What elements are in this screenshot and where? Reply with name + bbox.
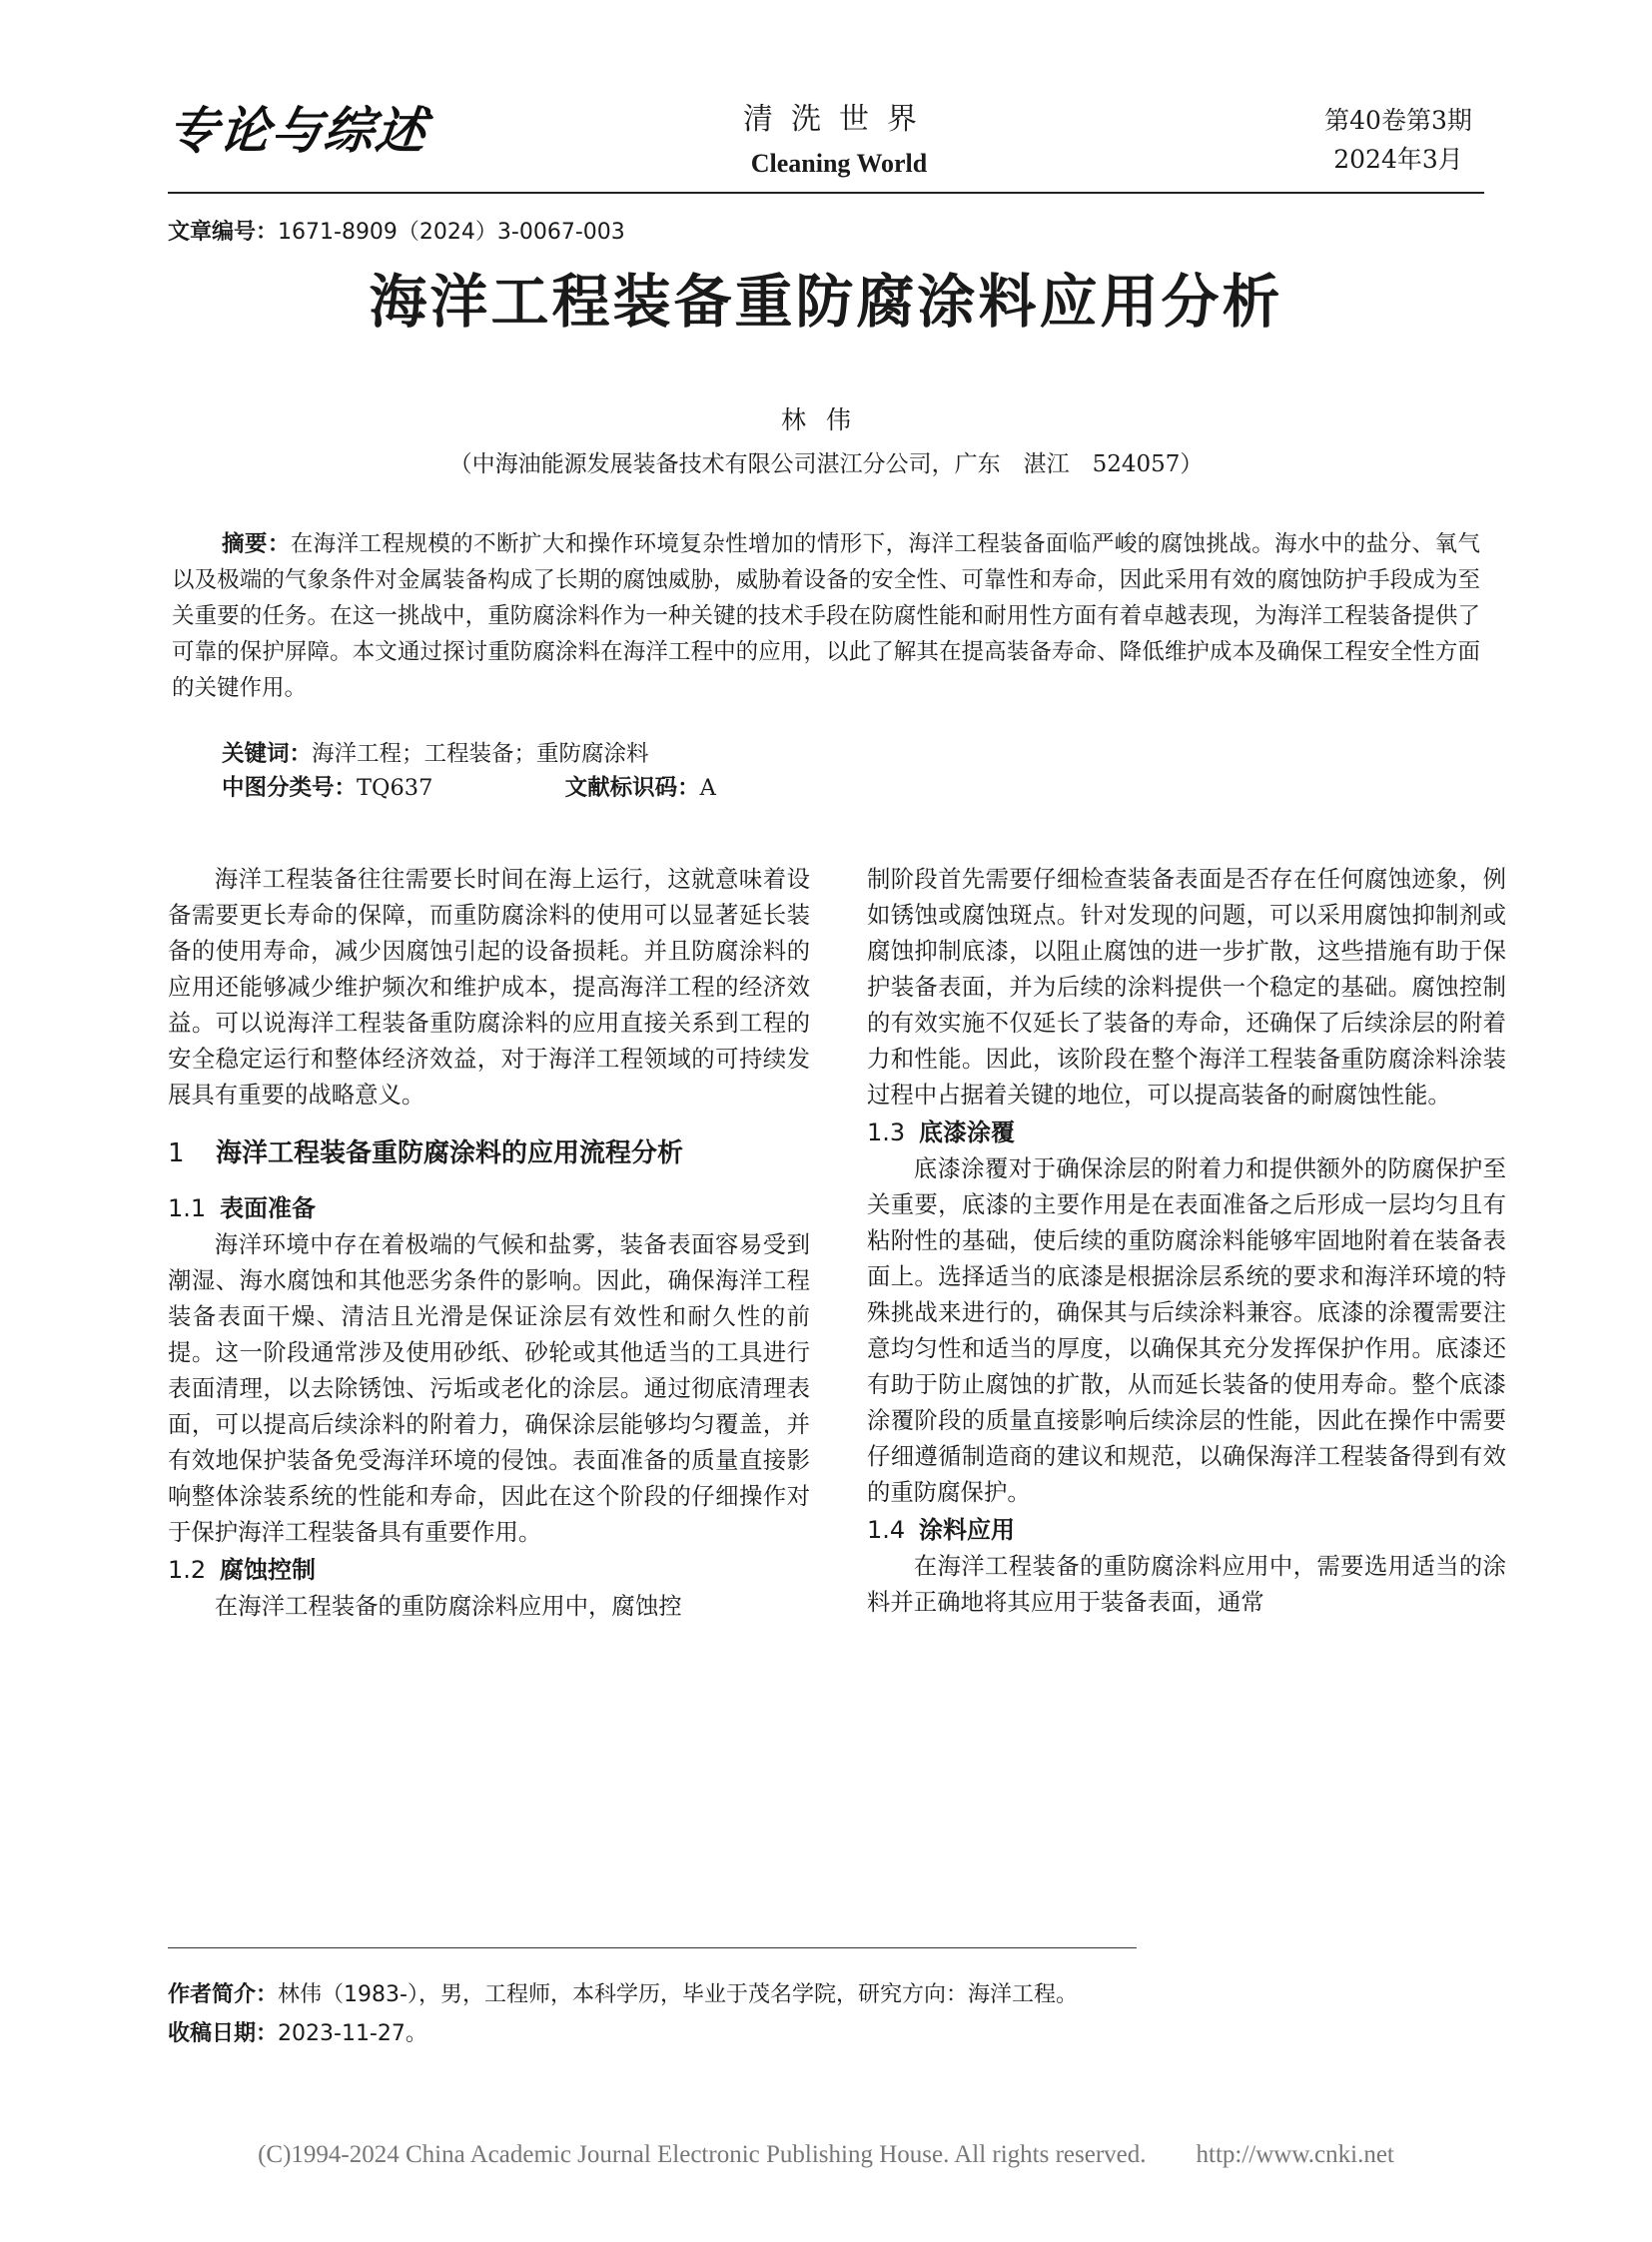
classification bbox=[222, 771, 716, 805]
intro-paragraph: 海洋工程装备往往需要长时间在海上运行，这就意味着设备需要更长寿命的保障，而重防腐涂料的使用可以显著延长装备的使用寿命，减少因腐蚀引起的设备损耗。并且防腐涂料的应用还能够减少维护频次和维护成本，提高海洋工程的经济效益。可以说海洋工程装备重防腐涂料的应用直接关系到工程的安全稳定运行和整体经济效益，对于海洋工程领域的可持续发展具有重要的战略意义。 bbox=[168, 865, 810, 1109]
body-left-column bbox=[168, 861, 810, 1624]
received-date-label: 收稿日期： bbox=[168, 2021, 279, 2046]
section-1-3-title: 底漆涂覆 bbox=[919, 1119, 1015, 1146]
section-1-2-heading bbox=[168, 1552, 810, 1588]
abstract-label: 摘要： bbox=[222, 531, 291, 557]
section-1-heading bbox=[168, 1134, 810, 1172]
section-1-4-paragraph: 在海洋工程装备的重防腐涂料应用中，需要选用适当的涂料并正确地将其应用于装备表面，通常 bbox=[867, 1552, 1506, 1616]
section-1-1-number: 1.1 bbox=[168, 1194, 207, 1222]
article-number bbox=[168, 218, 625, 248]
copyright-notice: (C)1994-2024 China Academic Journal Electronic Publishing House. All rights reserved. http://www.cnki.net bbox=[258, 2141, 1394, 2168]
section-1-2-paragraph-start: 在海洋工程装备的重防腐涂料应用中，腐蚀控 bbox=[214, 1592, 682, 1620]
section-1-3-heading bbox=[867, 1115, 1506, 1150]
author-bio-label: 作者简介： bbox=[168, 1982, 279, 2007]
section-1-1-title: 表面准备 bbox=[220, 1194, 316, 1222]
clc-value: TQ637 bbox=[357, 775, 433, 801]
journal-name-en: Cleaning World bbox=[750, 149, 928, 178]
author-bio bbox=[168, 1980, 1078, 2010]
author-name: 林伟 bbox=[780, 405, 871, 434]
clc-label: 中图分类号： bbox=[222, 775, 358, 801]
article-title: 海洋工程装备重防腐涂料应用分析 bbox=[369, 268, 1283, 336]
section-1-4-heading bbox=[867, 1512, 1506, 1548]
article-number-value: 1671-8909（2024）3-0067-003 bbox=[278, 220, 625, 245]
section-1-2-paragraph-continued: 制阶段首先需要仔细检查装备表面是否存在任何腐蚀迹象，例如锈蚀或腐蚀斑点。针对发现的问题，可以采用腐蚀抑制剂或腐蚀抑制底漆，以阻止腐蚀的进一步扩散，这些措施有助于保护装备表面，并为后续的涂料提供一个稳定的基础。腐蚀控制的有效实施不仅延长了装备的寿命，还确保了后续涂层的附着力和性能。因此，该阶段在整个海洋工程装备重防腐涂料涂装过程中占据着关键的地位，可以提高装备的耐腐蚀性能。 bbox=[867, 865, 1506, 1109]
journal-name-cn: 清洗世界 bbox=[743, 102, 935, 137]
section-1-3-paragraph: 底漆涂覆对于确保涂层的附着力和提供额外的防腐保护至关重要，底漆的主要作用是在表面准备之后形成一层均匀且有粘附性的基础，使后续的重防腐涂料能够牢固地附着在装备表面上。选择适当的底漆是根据涂层系统的要求和海洋环境的特殊挑战来进行的，确保其与后续涂料兼容。底漆的涂覆需要注意均匀性和适当的厚度，以确保其充分发挥保护作用。底漆还有助于防止腐蚀的扩散，从而延长装备的使用寿命。整个底漆涂覆阶段的质量直接影响后续涂层的性能，因此在操作中需要仔细遵循制造商的建议和规范，以确保海洋工程装备得到有效的重防腐保护。 bbox=[867, 1154, 1506, 1506]
keywords-label: 关键词： bbox=[222, 741, 313, 767]
received-date bbox=[168, 2019, 427, 2049]
article-number-label: 文章编号： bbox=[168, 220, 279, 245]
doc-code-value: A bbox=[699, 775, 716, 801]
section-1-2-number: 1.2 bbox=[168, 1556, 207, 1584]
section-1-1-paragraph: 海洋环境中存在着极端的气候和盐雾，装备表面容易受到潮湿、海水腐蚀和其他恶劣条件的影响。因此，确保海洋工程装备表面干燥、清洁且光滑是保证涂层有效性和耐久性的前提。这一阶段通常涉及使用砂纸、砂轮或其他适当的工具进行表面清理，以去除锈蚀、污垢或老化的涂层。通过彻底清理表面，可以提高后续涂料的附着力，确保涂层能够均匀覆盖，并有效地保护装备免受海洋环境的侵蚀。表面准备的质量直接影响整体涂装系统的性能和寿命，因此在这个阶段的仔细操作对于保护海洋工程装备具有重要作用。 bbox=[168, 1230, 810, 1546]
publication-date: 2024年3月 bbox=[1333, 145, 1463, 174]
header-divider bbox=[168, 192, 1484, 194]
section-1-2-title: 腐蚀控制 bbox=[220, 1556, 316, 1584]
body-right-column bbox=[867, 861, 1506, 1620]
section-1-4-number: 1.4 bbox=[867, 1516, 906, 1544]
abstract bbox=[172, 526, 1480, 706]
author-affiliation: （中海油能源发展装备技术有限公司湛江分公司，广东 湛江 524057） bbox=[448, 451, 1204, 477]
volume-issue: 第40卷第3期 bbox=[1324, 106, 1472, 135]
section-1-1-heading bbox=[168, 1190, 810, 1226]
column-logo: 专论与综述 bbox=[164, 101, 431, 160]
footnote-divider bbox=[168, 1947, 1137, 1948]
abstract-text: 在海洋工程规模的不断扩大和操作环境复杂性增加的情形下，海洋工程装备面临严峻的腐蚀挑战。海水中的盐分、氧气以及极端的气象条件对金属装备构成了长期的腐蚀威胁，威胁着设备的安全性、可靠性和寿命，因此采用有效的腐蚀防护手段成为至关重要的任务。在这一挑战中，重防腐涂料作为一种关键的技术手段在防腐性能和耐用性方面有着卓越表现，为海洋工程装备提供了可靠的保护屏障。本文通过探讨重防腐涂料在海洋工程中的应用，以此了解其在提高装备寿命、降低维护成本及确保工程安全性方面的关键作用。 bbox=[172, 531, 1480, 701]
section-1-3-number: 1.3 bbox=[867, 1119, 906, 1146]
keywords bbox=[222, 737, 649, 771]
author-bio-text: 林伟（1983-），男，工程师，本科学历，毕业于茂名学院，研究方向：海洋工程。 bbox=[278, 1982, 1078, 2007]
received-date-value: 2023-11-27。 bbox=[278, 2021, 427, 2046]
section-1-title: 海洋工程装备重防腐涂料的应用流程分析 bbox=[216, 1138, 684, 1168]
abstract-paragraph bbox=[172, 526, 1480, 706]
section-1-4-title: 涂料应用 bbox=[919, 1516, 1015, 1544]
section-1-number: 1 bbox=[168, 1138, 185, 1168]
keywords-text: 海洋工程；工程装备；重防腐涂料 bbox=[312, 741, 649, 767]
doc-code-label: 文献标识码： bbox=[564, 775, 700, 801]
